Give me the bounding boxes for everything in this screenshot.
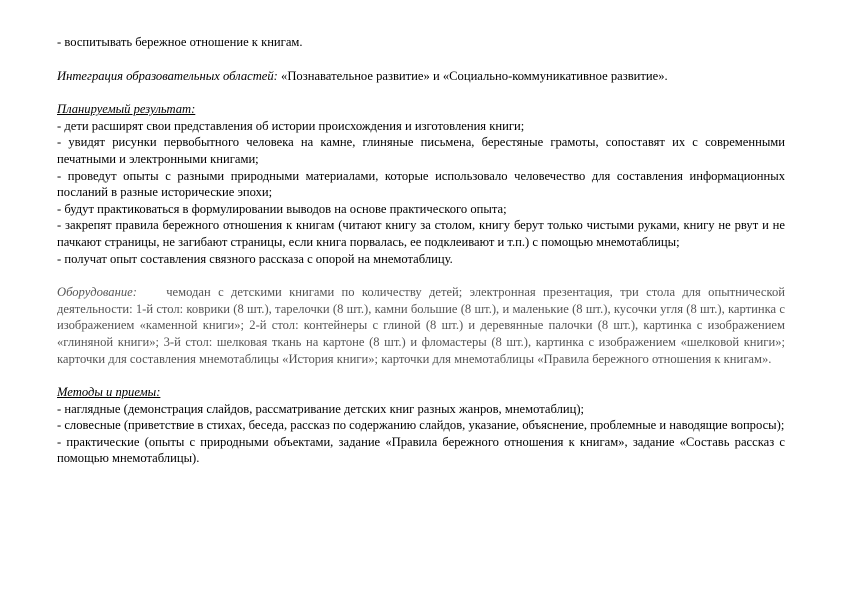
spacer — [57, 84, 785, 101]
methods-item: - наглядные (демонстрация слайдов, рассматривание детских книг разных жанров, мнемотаблиц); — [57, 401, 585, 416]
spacer — [57, 367, 785, 384]
results-heading: Планируемый результат: — [57, 102, 196, 117]
results-item: - дети расширят свои представления об истории происхождения и изготовления книги; — [57, 118, 525, 133]
results-item: - проведут опыты с разными природными материалами, которые использовало человечество для составления информационных посланий в разные исторические эпохи; — [57, 168, 785, 200]
equipment-paragraph — [57, 284, 789, 367]
spacer — [57, 51, 785, 68]
spacer — [57, 267, 785, 284]
methods-item: - словесные (приветствие в стихах, беседа, рассказ по содержанию слайдов, указание, объяснение, проблемные и наводящие вопросы); — [57, 418, 785, 433]
methods-item: - практические (опыты с природными объектами, задание «Правила бережного отношения к книгам», задание «Составь рассказ с помощью мнемотаблицы). — [57, 434, 785, 466]
results-item: - увидят рисунки первобытного человека на камне, глиняные письмена, берестяные грамоты, сопоставят их с современными печатными и электронными книгами; — [57, 135, 785, 166]
integration-paragraph — [57, 68, 785, 85]
equipment-text: чемодан с детскими книгами по количеству детей; электронная презентация, три стола для опытнической деятельности: 1-й стол: коврики (8 шт.), тарелочки (8 шт.), камни большие (8 шт.), и маленькие (8 шт.), кусочки угля (8 шт.), картинка с изображением «каменной книги»; 2-й стол: контейнеры с глиной (8 шт.) и деревянные палочки (8 шт.), картинка с изображением «глиняной книги»; 3-й стол: шелковая ткань на картоне (8 шт.) и фломастеры (8 шт.), картинка с изображением «шелковой книги»; карточки для составления мнемотаблицы «История книги»; карточки для мнемотаблицы «Правила бережного отношения к книгам». — [57, 285, 789, 366]
results-item: - закрепят правила бережного отношения к книгам (читают книгу за столом, книгу берут только чистыми руками, книгу не рвут и не пачкают страницы, не загибают страницы, если книга порвалась, ее подклеивают и т.п.) с помощью мнемотаблицы; — [57, 218, 785, 249]
integration-text: «Познавательное развитие» и «Социально-коммуникативное развитие». — [277, 68, 668, 83]
intro-line: - воспитывать бережное отношение к книгам. — [57, 35, 303, 49]
methods-heading: Методы и приемы: — [57, 385, 161, 400]
integration-label: Интеграция образовательных областей: — [57, 68, 278, 83]
results-item: - будут практиковаться в формулировании выводов на основе практического опыта; — [57, 201, 507, 216]
equipment-label: Оборудование: — [57, 285, 137, 300]
results-item: - получат опыт составления связного рассказа с опорой на мнемотаблицу. — [57, 251, 453, 266]
document-page — [57, 34, 789, 467]
